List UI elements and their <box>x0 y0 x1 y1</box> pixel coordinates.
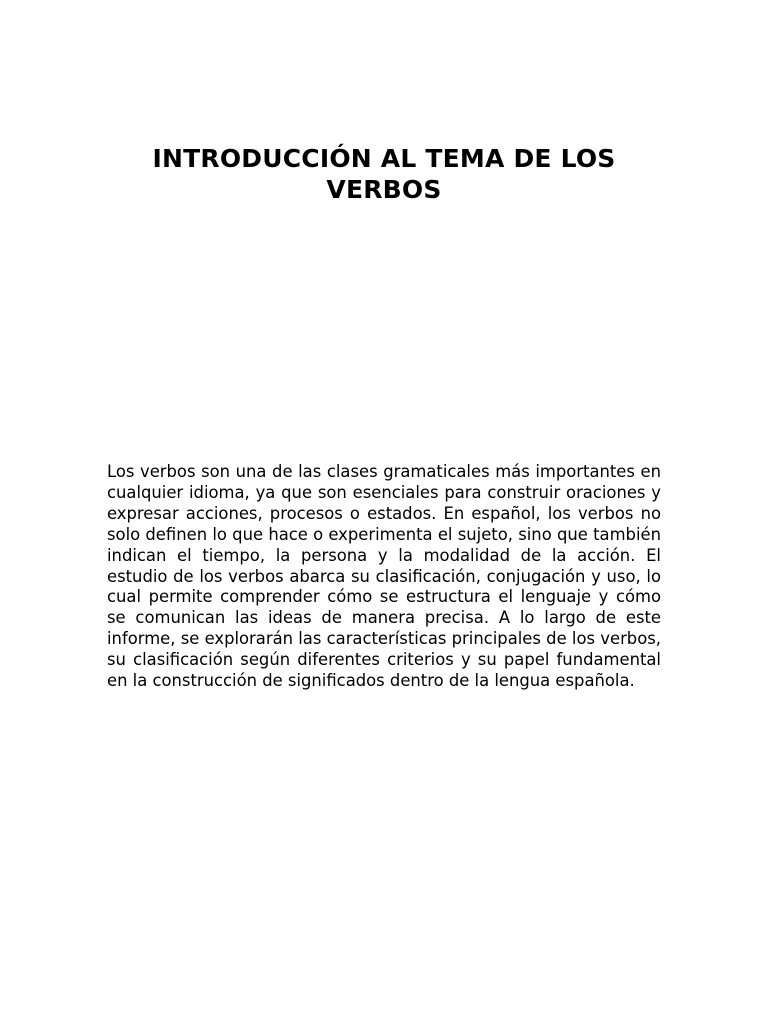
intro-paragraph: Los verbos son una de las clases gramaticales más importantes en cualquier idioma, ya que son esenciales para construir oraciones y expresar acciones, procesos o estados. En español, los verbos no solo definen lo que hace o experimenta el sujeto, sino que también indican el tiempo, la persona y la modalidad de la acción. El estudio de los verbos abarca su clasificación, conjugación y uso, lo cual permite comprender cómo se estructura el lenguaje y cómo se comunican las ideas de manera precisa. A lo largo de este informe, se explorarán las características principales de los verbos, su clasificación según diferentes criterios y su papel fundamental en la construcción de significados dentro de la lengua española. <box>107 462 661 691</box>
page-title: INTRODUCCIÓN AL TEMA DE LOS VERBOS <box>152 144 616 204</box>
